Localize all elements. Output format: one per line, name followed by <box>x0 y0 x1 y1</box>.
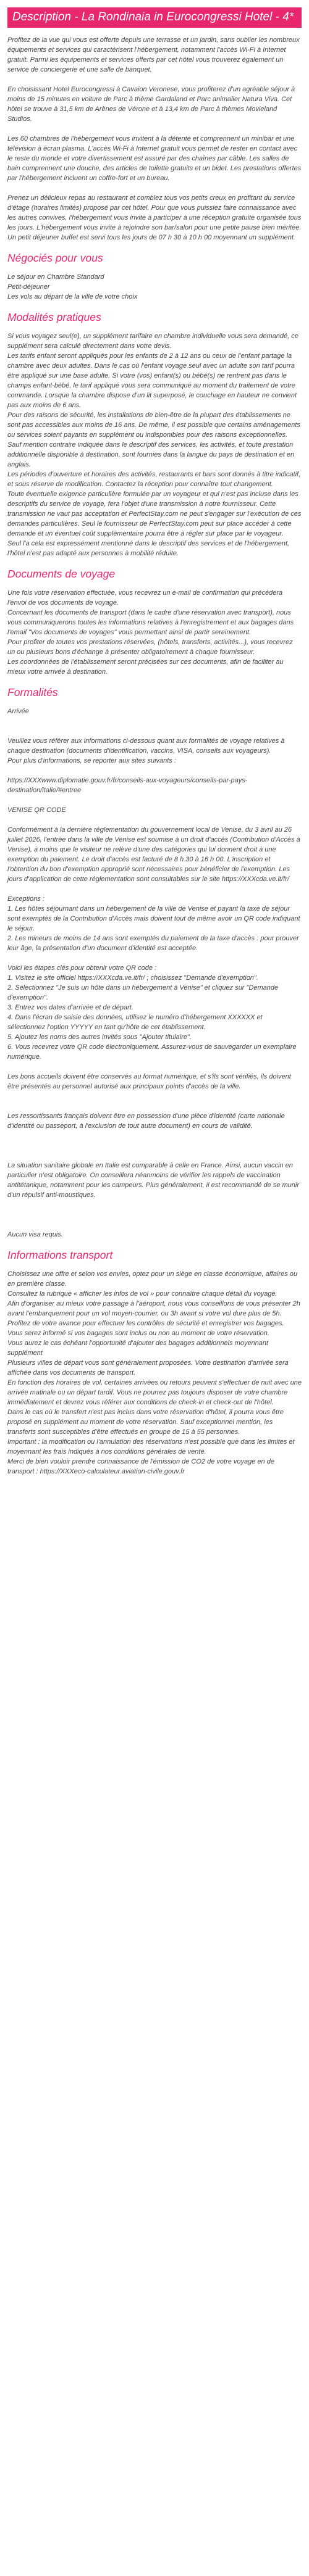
paragraph: 6. Vous recevrez votre QR code électroniquement. Assurez-vous de sauvegarder un exemplaire numérique. <box>7 1043 297 1061</box>
paragraph: 1. Visitez le site officiel https://XXXcda.ve.it/fr/ ; choisissez "Demande d'exemption". <box>7 974 258 982</box>
paragraph: 2. Sélectionnez "Je suis un hôte dans un hébergement à Venise" et cliquez sur "Demande d'exemption". <box>7 984 279 1001</box>
paragraph: Les tarifs enfant seront appliqués pour les enfants de 2 à 12 ans ou ceux de l'enfant partage la chambre avec deux adultes. Dans le cas où l'enfant voyage seul avec un adulte son tarif pourra être appliqué sur une base adulte. Si votre (vos) enfant(s) ou bébé(s) ne rentrent pas dans le champs enfant-bébé, le tarif appliqué vous sera communiqué au moment du traitement de votre commande. Lorsque la chambre dispose d'un lit superposé, le couchage en hauteur ne convient pas aux moins de 6 ans. <box>7 352 297 409</box>
paragraph: Les ressortissants français doivent être en possession d'une pièce d'identité (carte nationale d'identité ou passeport, à l'exclusion de tout autre document) en cours de validité. <box>7 1112 285 1130</box>
paragraph: Si vous voyagez seul(e), un supplément tarifaire en chambre individuelle vous sera demandé, ce supplément sera calculé directement dans votre devis. <box>7 333 298 350</box>
blank-line <box>7 766 302 776</box>
blank-line <box>7 795 302 805</box>
paragraph: Veuillez vous référer aux informations ci-dessous quant aux formalités de voyage relatives à chaque destination (documents d'identification, vaccins, VISA, conseils aux voyageurs). <box>7 737 285 755</box>
paragraph: Exceptions : <box>7 895 44 903</box>
paragraph: Merci de bien vouloir prendre connaissance de l'émission de CO2 de votre voyage en de transport : https://XXXeco-calculateur.aviation-civile.gouv.fr <box>7 1458 274 1475</box>
blank-line <box>7 726 302 736</box>
section-heading: Informations transport <box>7 1249 113 1261</box>
section-heading: Modalités pratiques <box>7 311 101 323</box>
section-heading: Formalités <box>7 686 58 698</box>
paragraph: VENISE QR CODE <box>7 806 66 814</box>
page-title: Description - La Rondinaia in Eurocongressi Hotel - 4* <box>7 7 302 28</box>
blank-line <box>7 1062 302 1072</box>
paragraph: 5. Ajoutez les noms des autres invités sous "Ajouter titulaire". <box>7 1033 192 1041</box>
paragraph: Vous aurez le cas échéant l'opportunité d'ajouter des bagages additionnels moyennant supplément <box>7 1340 269 1357</box>
paragraph: 2. Les mineurs de moins de 14 ans sont exemptés du paiement de la taxe d'accès : pour prouver leur âge, la présentation d'un document d'identité est acceptée. <box>7 935 299 952</box>
paragraph: La situation sanitaire globale en Italie est comparable à celle en France. Ainsi, aucun vaccin en particulier n'est obligatoire. On conseillera néanmoins de vérifier les rappels de vaccination antitétanique, notamment pour les campeurs. Plus généralement, il est recommandé de se munir d'un répulsif anti-moustiques. <box>7 1162 300 1199</box>
paragraph: Important : la modification ou l'annulation des réservations n'est possible que dans les limites et moyennant les frais indiqués à nos conditions générales de vente. <box>7 1438 295 1456</box>
paragraph: Plusieurs villes de départ vous sont généralement proposées. Votre destination d'arrivée sera affichée dans vos documents de transport. <box>7 1359 289 1377</box>
blank-line <box>7 953 302 963</box>
paragraph: Consultez la rubrique « afficher les infos de vol » pour connaître chaque détail du voyage. <box>7 1290 277 1298</box>
blank-line <box>7 183 302 193</box>
paragraph: Pour profiter de toutes vos prestations réservées, (hôtels, transferts, activités...), vous recevrez un ou plusieurs bons d'échange à présenter obligatoirement à chaque fournisseur. <box>7 639 293 656</box>
blank-line <box>7 1220 302 1230</box>
paragraph: Concernant les documents de transport (dans le cadre d'une réservation avec transport), nous vous communiquerons toutes les informations relatives à l'enregistrement et aux bagages dans l'email "Vos documents de voyages" vous permettant ainsi de partir sereinement. <box>7 609 294 636</box>
paragraph: Pour des raisons de sécurité, les installations de bien-être de la plupart des établissements ne sont pas accessibles aux moins de 16 ans. De même, il est possible que certains aménagements ou services soient payants en supplément ou indisponibles pour des raisons exceptionnelles. <box>7 412 300 439</box>
blank-line <box>7 815 302 825</box>
paragraph: En choisissant Hotel Eurocongressi à Cavaion Veronese, vous profiterez d'un agréable séjour à moins de 15 minutes en voiture de Parc à thème Gardaland et Parc animalier Natura Viva. Cet hôtel se trouve à 31,5 km de Arènes de Vérone et à 13,4 km de Parc à thèmes Movieland Studios. <box>7 86 295 123</box>
paragraph: Dans le cas où le transfert n'est pas inclus dans votre réservation d'hôtel, il pourra vous être proposé en supplément au moment de votre réservation. Sauf exceptionnel mention, les transferts sont susceptibles d'être effectués en groupe de 15 à 55 personnes. <box>7 1409 284 1436</box>
paragraph: Une fois votre réservation effectuée, vous recevrez un e-mail de confirmation qui précédera l'envoi de vos documents de voyage. <box>7 589 283 607</box>
blank-line <box>7 1091 302 1101</box>
section-heading: Documents de voyage <box>7 568 116 580</box>
blank-line <box>7 1131 302 1141</box>
blank-line <box>7 1151 302 1161</box>
paragraph: Conformément à la dernière réglementation du gouvernement local de Venise, du 3 avril au 26 juillet 2026, l'entrée dans la ville de Venise est soumise à un droit d'accès (Contribution d'Accès à Venise), à moins que le visiteur ne relève d'une des catégories qui lui donnent droit à une exemption du paiement. Le droit d'accès est facturé de 8 h 30 à 16 h 00. L'inscription et l'obtention du bon d'exemption approprié sont nécessaires pour bénéficier de l'exemption. Les jours d'application de cette réglementation sont consultables sur le site https://XXXcda.ve.it/fr/ <box>7 826 300 883</box>
paragraph: 1. Les hôtes séjournant dans un hébergement de la ville de Venise et payant la taxe de séjour sont exemptés de la Contribution d'Accès mais doivent tout de même avoir un QR code indiquant le séjour. <box>7 905 300 932</box>
paragraph: En fonction des horaires de vol, certaines arrivées ou retours peuvent s'effectuer de nuit avec une arrivée matinale ou un départ tardif. Vous ne pourrez pas toujours disposer de votre chambre immédiatement et devrez vous référer aux conditions de check-in et check-out de l'hôtel. <box>7 1379 302 1406</box>
paragraph: Seul l'a cela est expressément mentionné dans le descriptif des services et de l'hébergement, l'hôtel n'est pas adapté aux personnes à mobilité réduite. <box>7 540 290 557</box>
blank-line <box>7 1210 302 1220</box>
paragraph: Les bons accueils doivent être conservés au format numérique, et s'ils sont vérifiés, ils doivent être présentés au personnel autorisé aux principaux points d'accès de la ville. <box>7 1073 291 1090</box>
paragraph: 3. Entrez vos dates d'arrivée et de départ. <box>7 1004 133 1011</box>
blank-line <box>7 75 302 85</box>
paragraph: Sauf mention contraire indiquée dans le descriptif des services, les activités, et toute prestation additionnelle disponible à destination, sont fournies dans la langue du pays de destination et en anglais. <box>7 441 295 468</box>
blank-line <box>7 716 302 726</box>
paragraph: Arrivée <box>7 708 29 715</box>
description-content <box>7 35 302 1476</box>
blank-line <box>7 124 302 134</box>
section-heading: Négociés pour vous <box>7 252 103 264</box>
paragraph: Les vols au départ de la ville de votre choix <box>7 293 138 300</box>
paragraph: Le séjour en Chambre Standard <box>7 273 104 281</box>
paragraph: Profitez de la vue qui vous est offerte depuis une terrasse et un jardin, sans oublier les nombreux équipements et services qui caractérisent l'hébergement, notamment l'accès Wi-Fi à Internet gratuit. Parmi les équipements et services offerts par cet hôtel vous trouverez également un service de conciergerie et une salle de banquet. <box>7 36 300 73</box>
paragraph: Les 60 chambres de l'hébergement vous invitent à la détente et comprennent un minibar et une télévision à écran plasma. L'accès Wi-Fi à Internet gratuit vous permet de rester en contact avec le reste du monde et votre divertissement est assuré par des chaînes par câble. Les salles de bain comprennent une douche, des articles de toilette gratuits et un bidet. Les prestations offertes par l'hébergement incluent un coffre-fort et un bureau. <box>7 135 302 182</box>
paragraph: https://XXXwww.diplomatie.gouv.fr/fr/conseils-aux-voyageurs/conseils-par-pays-destination/italie/#entree <box>7 777 248 794</box>
paragraph: Les périodes d'ouverture et horaires des activités, restaurants et bars sont donnés à titre indicatif, et sous réserve de modification. Contactez la réception pour connaître tout changement. <box>7 471 301 488</box>
blank-line <box>7 1141 302 1151</box>
blank-line <box>7 1101 302 1111</box>
paragraph: Choisissez une offre et selon vos envies, optez pour un siège en classe économique, affaires ou en première classe. <box>7 1270 297 1288</box>
paragraph: Pour plus d'informations, se reporter aux sites suivants : <box>7 757 176 764</box>
paragraph: Afin d'organiser au mieux votre passage à l'aéroport, nous vous conseillons de vous présenter 2h avant l'embarquement pour un vol moyen-courrier, ou 3h avant si votre vol dure plus de 5h. Profitez de votre avance pour effectuer les contrôles de sécurité et enregistrer vos bagages. <box>7 1300 300 1327</box>
paragraph: Voici les étapes clés pour obtenir votre QR code : <box>7 964 157 972</box>
paragraph: Vous serez informé si vos bagages sont inclus ou non au moment de votre réservation. <box>7 1330 269 1337</box>
paragraph: Les coordonnées de l'établissement seront précisées sur ces documents, afin de faciliter au mieux votre arrivée à destination. <box>7 658 284 676</box>
blank-line <box>7 884 302 894</box>
paragraph: Toute éventuelle exigence particulière formulée par un voyageur et qui n'est pas incluse dans les descriptifs du service de voyage, fera l'objet d'une transmission à notre fournisseur. Cette transmission ne vaut pas acceptation et PerfectStay.com ne peut s'engager sur l'exécution de ces demandes particulières. Seul le fournisseur de PerfectStay.com peut sur place accéder à cette demande et un éventuel coût supplémentaire pourra être à régler sur place par le voyageur. <box>7 491 302 537</box>
paragraph: 4. Dans l'écran de saisie des données, utilisez le numéro d'hébergement XXXXXX et sélectionnez l'option YYYYY en tant qu'hôte de cet établissement. <box>7 1014 263 1031</box>
paragraph: Prenez un délicieux repas au restaurant et comblez tous vos petits creux en profitant du service d'étage (horaires limités) proposé par cet hôtel. Pour que vous puissiez faire connaissance avec les autres convives, l'hébergement vous invite à participer à une réception gratuite organisée tous les jours. L'hébergement vous invite à rejoindre son bar/salon pour une petite pause bien méritée. Un petit déjeuner buffet est servi tous les jours de 07 h 30 à 10 h 00 moyennant un supplément. <box>7 194 302 241</box>
paragraph: Aucun visa requis. <box>7 1231 63 1238</box>
blank-line <box>7 1200 302 1210</box>
paragraph: Petit-déjeuner <box>7 283 50 291</box>
